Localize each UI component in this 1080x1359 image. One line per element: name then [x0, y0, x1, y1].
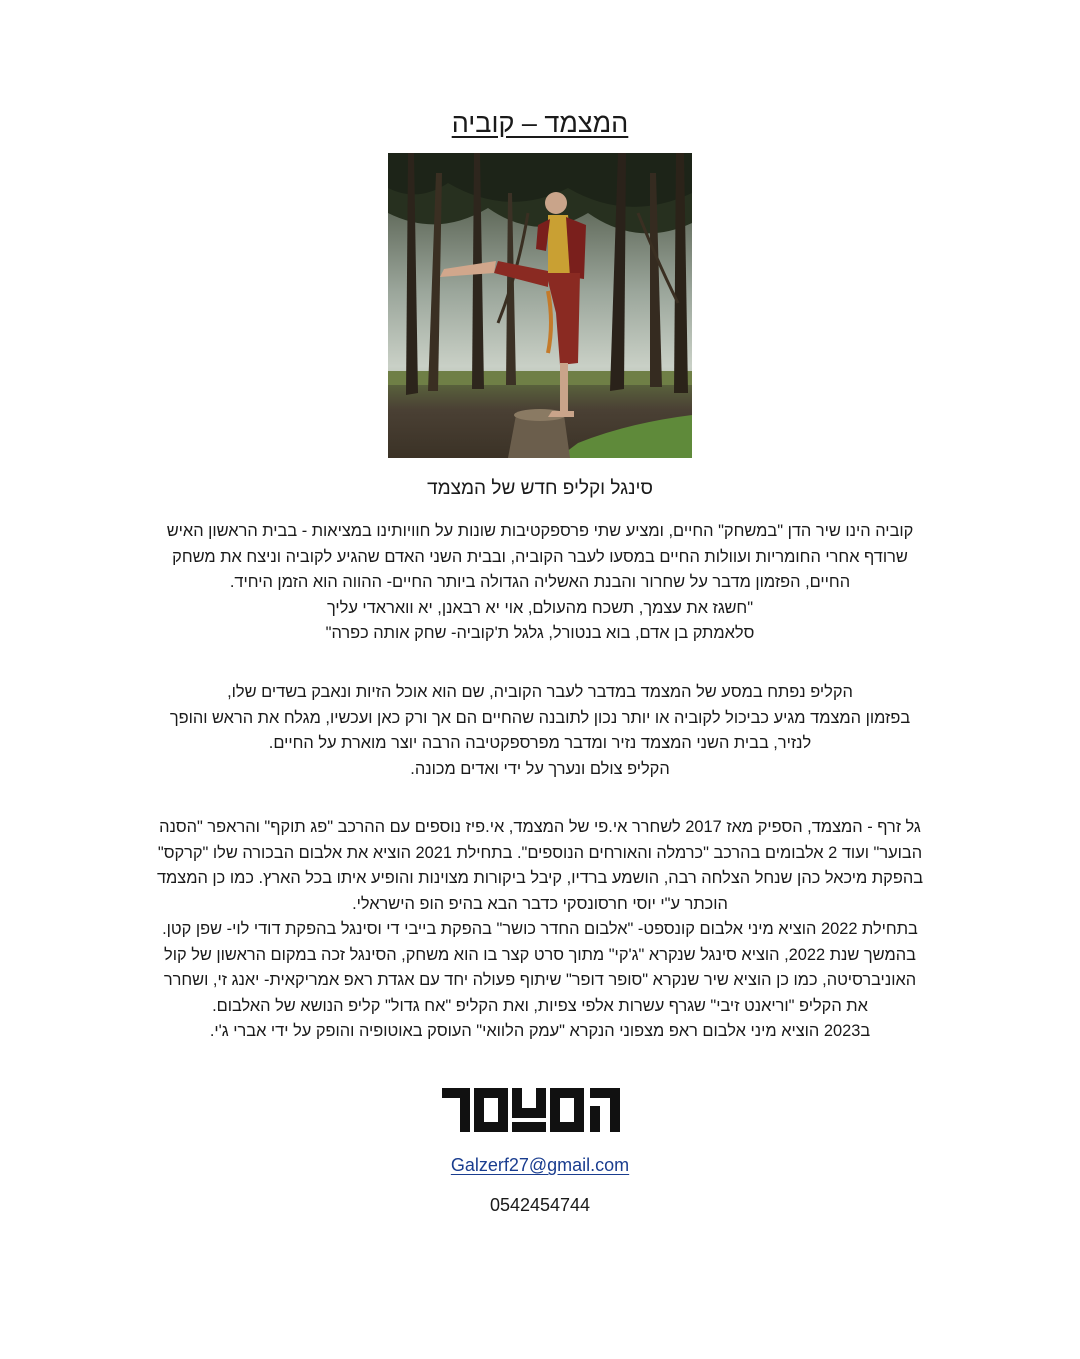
text-line: בהמשך שנת 2022, הוציא סינגל שנקרא "ג'קי" מתוך סרט קצר בו הוא משחק, הסינגל זכה במקום הראשון של קול: [164, 945, 916, 964]
document-title: המצמד – קוביה: [451, 108, 629, 138]
email-link[interactable]: Galzerf27@gmail.com: [450, 1155, 630, 1175]
text-line: קוביה הינו שיר הדן "במשחק" החיים, ומציע שתי פרספקטיבות שונות על חוויותינו במציאות - בבית הראשון האיש: [166, 522, 914, 540]
text-line: הבוער" ועוד 2 אלבומים בהרכב "כרמלה והאורחים הנוספים". בתחילת 2021 הוציא את אלבום הבכורה שלו "קרקס": [157, 843, 923, 862]
paragraph-artist-bio: [110, 815, 970, 1045]
text-line: הקליפ נפתח במסע של המצמד במדבר לעבר הקוביה, שם הוא אוכל הזיות ונאבק בשדים שלו,: [227, 683, 853, 701]
text-line: גל זרף - המצמד, הספיק מאז 2017 לשחרר אי.פי של המצמד, אי.פיז נוספים עם ההרכב "פג תוקף" והראפר "הסנה: [159, 818, 921, 836]
contact-phone: 0542454744: [489, 1195, 591, 1215]
contact-email[interactable]: [0, 1155, 1080, 1176]
text-line: לנזיר, בבית השני המצמד נזיר ומדבר מפרספקטיבה הרבה יוצר מוארת על החיים.: [268, 734, 812, 752]
text-line: הקליפ צולם ונערך על ידי ואדים מכונה.: [410, 759, 670, 778]
paragraph-song-description: [110, 519, 970, 647]
brand-logo: [440, 1080, 640, 1140]
text-line: בפזמון המצמד מגיע כביכול לקוביה או יותר נכון לתובנה שהחיים הם אך ורק כאן ועכשיו, מגלח את הראש והופך: [169, 708, 911, 727]
text-line: שרודף אחרי החומריות ועוולות החיים במסעו לעבר הקוביה, ובבית השני האדם שהגיע לקוביה וניצח את משחק: [172, 547, 908, 566]
text-line: הוכתר ע"י יוסי חרסונסקי כדבר הבא בהיפ הופ הישראלי.: [352, 894, 728, 913]
text-line: את הקליפ "וריאנט זיבי" שגרף עשרות אלפי צפיות, ואת הקליפ "אח גדול" קליפ הנושא של האלבום.: [212, 996, 868, 1015]
text-line: החיים, הפזמון מדבר על שחרור והבנת האשליה הגדולה ביותר החיים- ההווה הוא הזמן היחיד.: [229, 573, 851, 591]
text-line: "חשגז את עצמך, תשכח מהעולם, אוי יא רבאנן, יא וואראדי עליך: [326, 598, 754, 617]
paragraph-clip-description: [110, 680, 970, 782]
text-line: סלאמתק בן אדם, בוא בנטורל, גלגל ת'קוביה- שחק אותה כפרה": [325, 624, 755, 642]
subtitle: סינגל וקליפ חדש של המצמד: [427, 478, 653, 499]
text-line: בהפקת מיכאל כהן שנחל הצלחה רבה, הושמע ברדיו, קיבל ביקורות מצוינות והופיע איתו בכל הארץ. כמו כן המצמד: [156, 869, 924, 887]
text-line: ב2023 הוציא מיני אלבום ראפ מצפוני הנקרא "עמק הלוואי" העוסק באוטופיה והופק על ידי אברי ג'י.: [209, 1022, 871, 1040]
text-line: בתחילת 2022 הוציא מיני אלבום קונספט- "אלבום החדר כושר" בהפקת בייבי די וסינגל בהפקת דודי לוי- שפן קטן.: [162, 920, 918, 938]
text-line: האוניברסיטה, כמו כן הוציא שיר שנקרא "סופר דופר" שיתוף פעולה יחד עם אגדת ראפ אמריקאית- יאנג זי, ושחרר: [163, 971, 917, 989]
artist-photo: [388, 153, 692, 458]
